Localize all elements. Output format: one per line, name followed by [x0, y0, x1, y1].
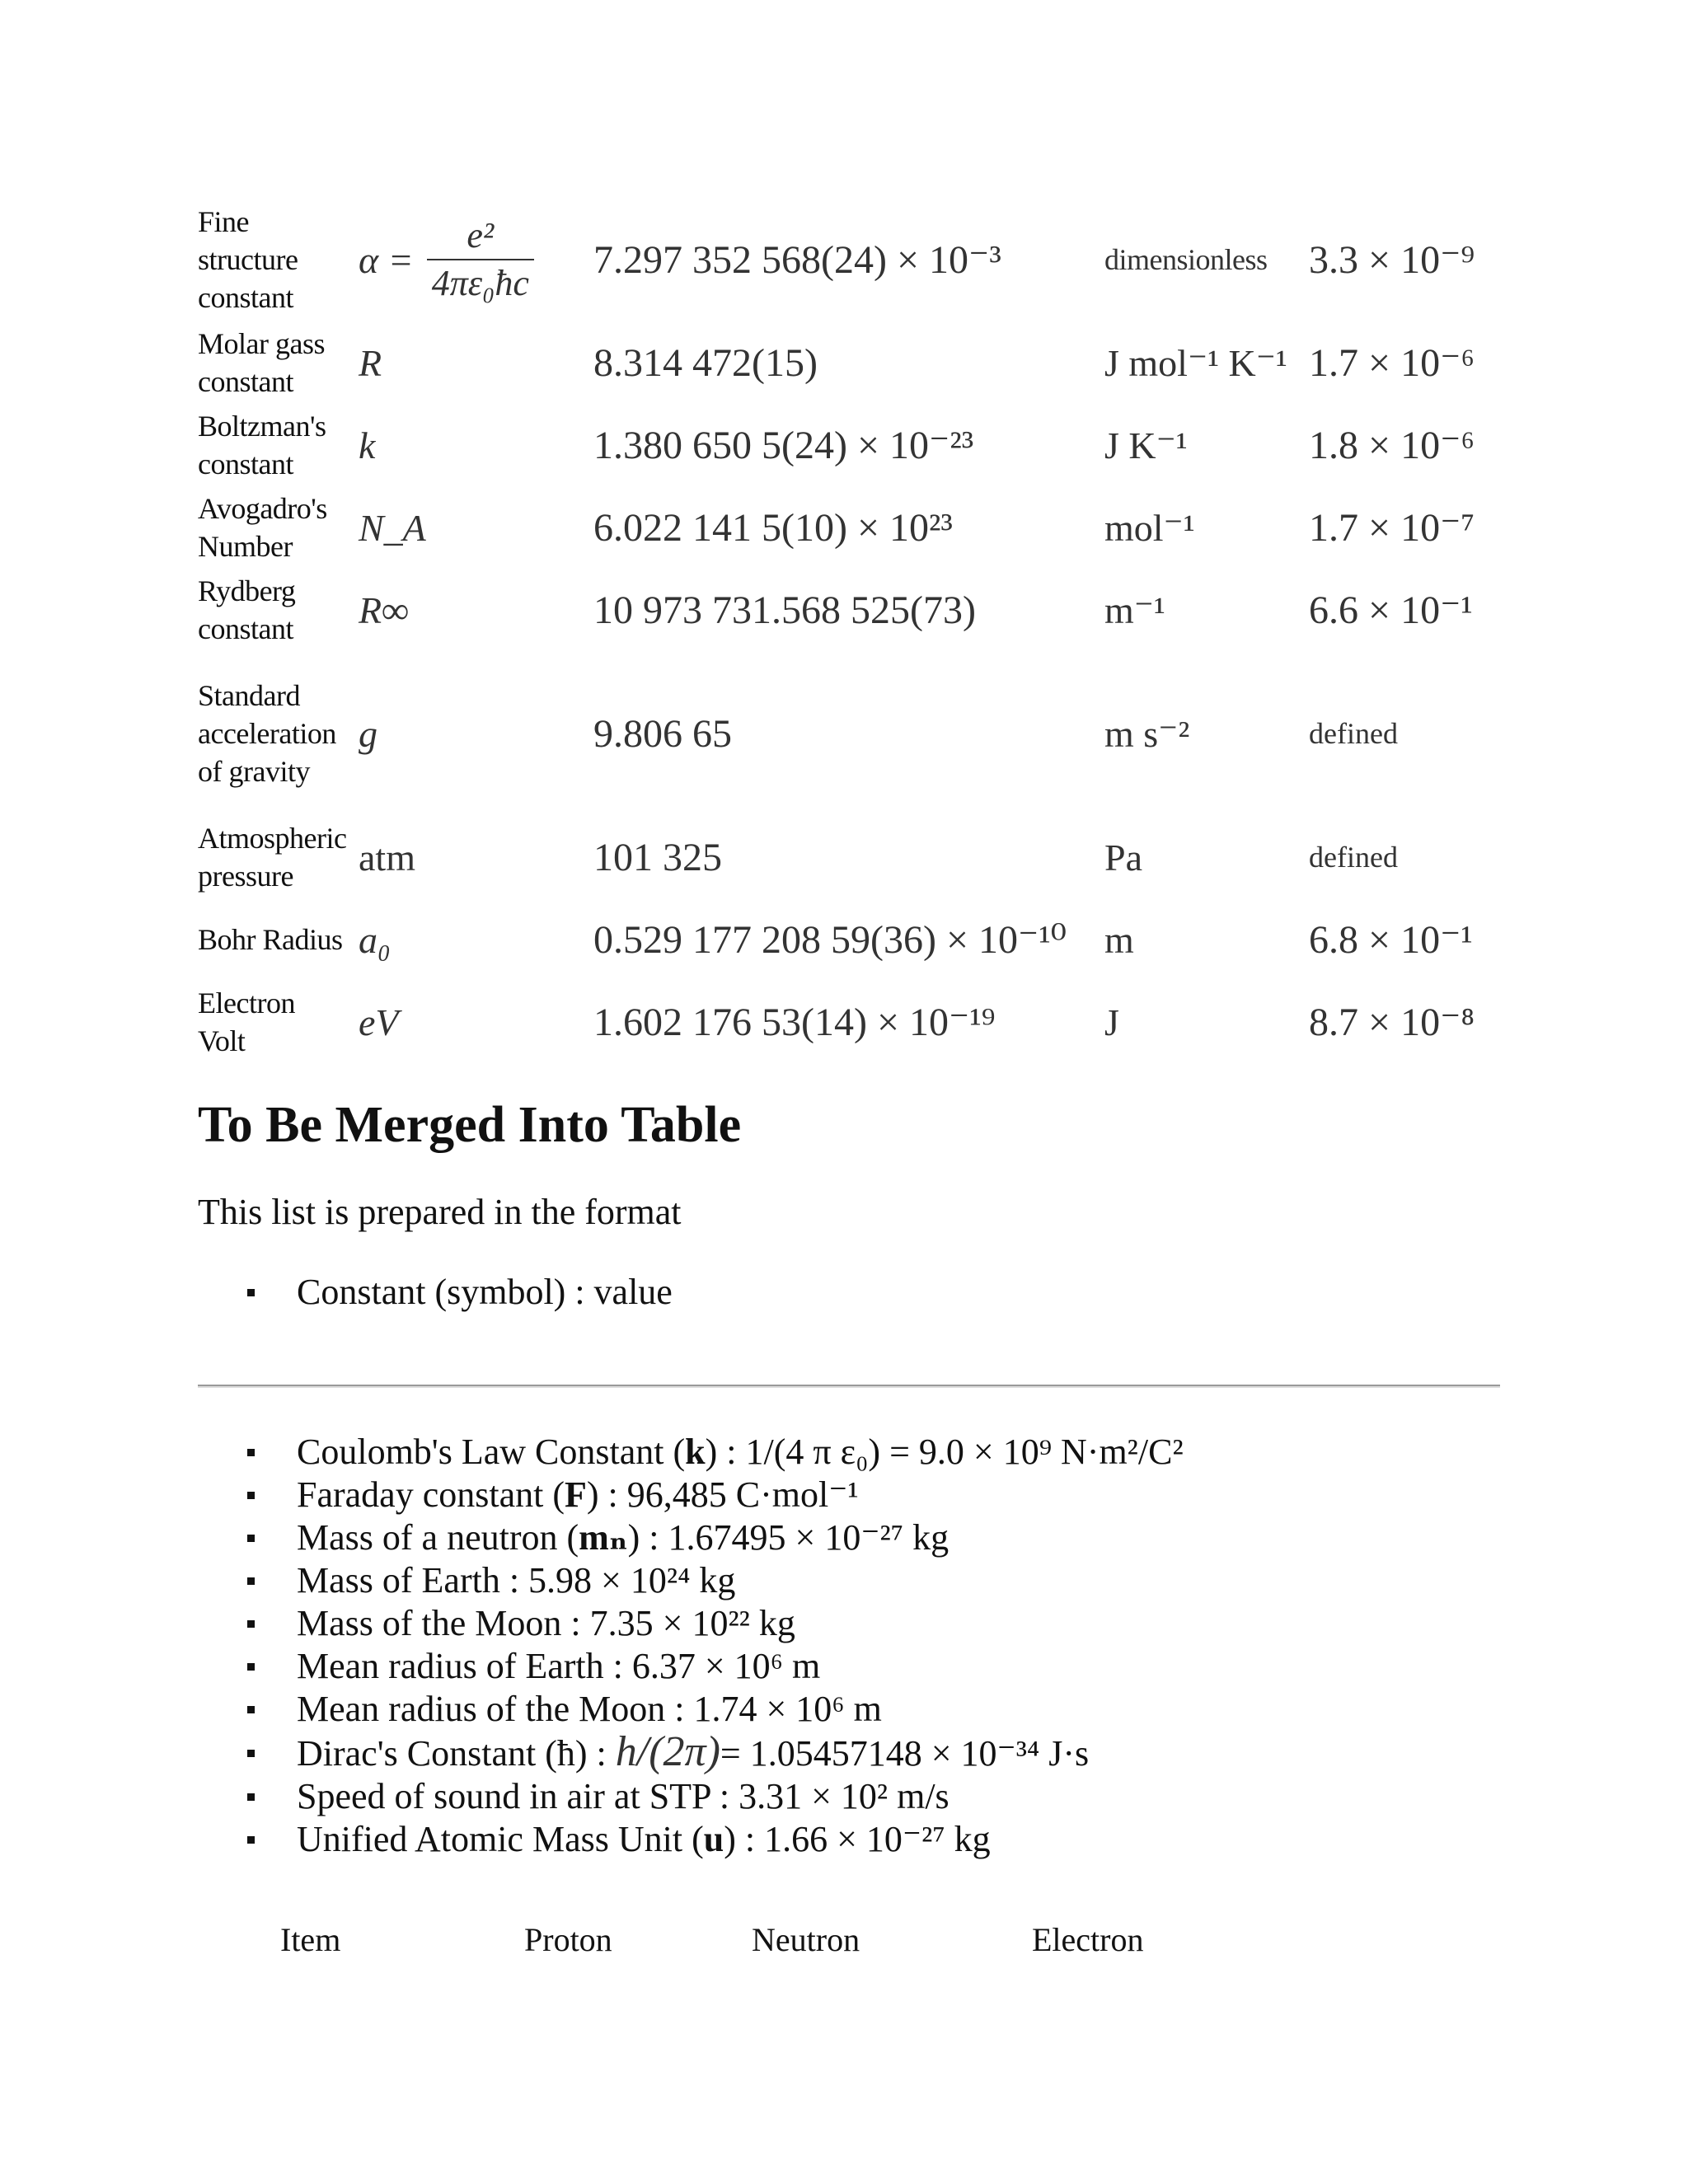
constant-symbol: atm	[359, 836, 415, 879]
horizontal-rule	[198, 1385, 1500, 1388]
constants-list	[247, 1431, 1184, 1861]
constant-uncertainty: defined	[1309, 717, 1398, 750]
constant-uncertainty: 3.3 × 10⁻⁹	[1309, 238, 1475, 282]
constant-unit: Pa	[1104, 836, 1142, 879]
constant-name: Boltzman's constant	[198, 410, 326, 480]
constant-name: Avogadro's Number	[198, 492, 327, 563]
constant-value: 101 325	[593, 835, 722, 879]
constant-value: 10 973 731.568 525(73)	[593, 588, 976, 632]
constant-uncertainty: 8.7 × 10⁻⁸	[1309, 1001, 1475, 1044]
table-row	[198, 404, 1500, 486]
table-header-proton: Proton	[524, 1921, 612, 1958]
fraction	[427, 215, 534, 304]
fraction-bar	[427, 259, 534, 260]
constant-unit: m	[1104, 918, 1134, 961]
list-item: Unified Atomic Mass Unit (u) : 1.66 × 10⁻²⁷ kg	[247, 1818, 1184, 1861]
table-header-item: Item	[280, 1921, 341, 1958]
list-item: Constant (symbol) : value	[247, 1271, 673, 1313]
constant-unit: m s⁻²	[1104, 713, 1190, 755]
list-item: Faraday constant (F) : 96,485 C·mol⁻¹	[247, 1474, 1184, 1516]
constant-uncertainty: defined	[1309, 841, 1398, 874]
constant-name: Electron Volt	[198, 987, 295, 1057]
list-item: Mean radius of the Moon : 1.74 × 10⁶ m	[247, 1688, 1184, 1731]
constant-value: 7.297 352 568(24) × 10⁻³	[593, 238, 1001, 282]
table-header-neutron: Neutron	[752, 1921, 860, 1958]
constant-uncertainty: 6.8 × 10⁻¹	[1309, 918, 1473, 962]
fraction-denominator: 4πε₀ħc	[431, 263, 529, 303]
constants-table	[198, 198, 1500, 1063]
constant-name: Atmospheric pressure	[198, 822, 347, 893]
table-row	[198, 486, 1500, 569]
constant-uncertainty: 1.7 × 10⁻⁶	[1309, 341, 1475, 385]
constant-value: 1.380 650 5(24) × 10⁻²³	[593, 424, 974, 467]
fraction-numerator: e²	[467, 215, 495, 255]
list-item: Mass of a neutron (mₙ) : 1.67495 × 10⁻²⁷ kg	[247, 1516, 1184, 1559]
constant-symbol	[359, 198, 581, 321]
constant-uncertainty: 1.8 × 10⁻⁶	[1309, 424, 1475, 467]
table-row	[198, 981, 1500, 1063]
constant-unit: J mol⁻¹ K⁻¹	[1104, 342, 1287, 384]
constant-value: 9.806 65	[593, 711, 732, 756]
constant-value: 1.602 176 53(14) × 10⁻¹⁹	[593, 1001, 996, 1044]
constant-symbol: k	[359, 424, 376, 466]
section-title: To Be Merged Into Table	[198, 1097, 742, 1153]
constant-value: 0.529 177 208 59(36) × 10⁻¹⁰	[593, 918, 1067, 962]
constant-symbol: g	[359, 712, 377, 755]
constant-value: 8.314 472(15)	[593, 340, 818, 385]
constant-unit: m⁻¹	[1104, 589, 1165, 631]
constant-symbol: eV	[359, 1001, 399, 1043]
constant-unit: J	[1104, 1001, 1119, 1043]
table-row	[198, 321, 1500, 404]
constant-unit: dimensionless	[1104, 243, 1268, 276]
constant-symbol: R	[359, 341, 382, 384]
list-item: Dirac's Constant (ħ) : h/(2π)= 1.05457148 × 10⁻³⁴ J·s	[247, 1731, 1184, 1775]
format-list	[247, 1271, 673, 1313]
table-row	[198, 569, 1500, 651]
table-row	[198, 898, 1500, 981]
constant-unit: mol⁻¹	[1104, 507, 1195, 549]
list-item: Coulomb's Law Constant (k) : 1/(4 π ε₀) = 9.0 × 10⁹ N·m²/C²	[247, 1431, 1184, 1474]
constant-name: Molar gass constant	[198, 327, 325, 398]
section-intro: This list is prepared in the format	[198, 1192, 682, 1232]
math-expression: h/(2π)	[615, 1728, 720, 1775]
constant-symbol: a₀	[359, 918, 391, 961]
list-item: Mass of the Moon : 7.35 × 10²² kg	[247, 1602, 1184, 1645]
list-item: Speed of sound in air at STP : 3.31 × 10² m/s	[247, 1775, 1184, 1818]
table-row	[198, 651, 1500, 816]
constant-name: Bohr Radius	[198, 923, 343, 956]
table-row	[198, 816, 1500, 898]
constant-name: Fine structure constant	[198, 205, 298, 314]
constant-name: Standard acceleration of gravity	[198, 679, 336, 788]
constant-name: Rydberg constant	[198, 574, 296, 645]
list-item: Mean radius of Earth : 6.37 × 10⁶ m	[247, 1645, 1184, 1688]
symbol-alpha: α =	[359, 238, 414, 281]
constant-uncertainty: 6.6 × 10⁻¹	[1309, 588, 1473, 632]
constant-value: 6.022 141 5(10) × 10²³	[593, 505, 953, 550]
table-row	[198, 198, 1500, 321]
table-header-electron: Electron	[1032, 1921, 1144, 1958]
constant-symbol: R∞	[359, 588, 409, 631]
list-item: Mass of Earth : 5.98 × 10²⁴ kg	[247, 1559, 1184, 1602]
constant-unit: J K⁻¹	[1104, 424, 1188, 466]
constant-uncertainty: 1.7 × 10⁻⁷	[1309, 506, 1475, 550]
constant-symbol: N_A	[359, 506, 426, 549]
